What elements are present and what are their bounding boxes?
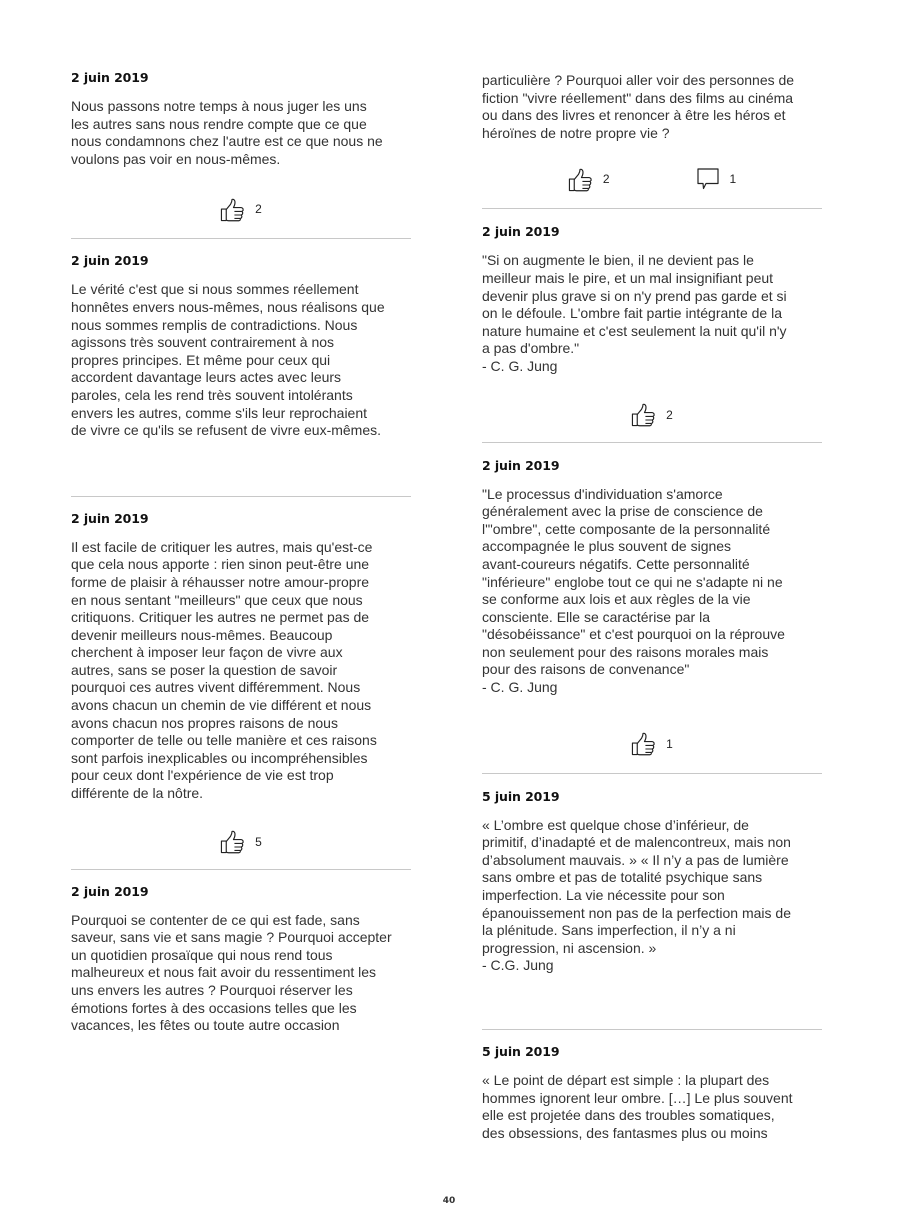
like-button[interactable]: [220, 197, 262, 222]
post-date: 2 juin 2019: [71, 883, 149, 899]
left-column: [71, 70, 411, 1035]
post-card: [482, 209, 822, 431]
post-text: particulière ? Pourquoi aller voir des personnes de fiction "vivre réellement" dans des films au cinéma ou dans des livres et renoncer à être les héros et héroïnes de notre propre vie ?: [482, 72, 795, 141]
post-text: Le vérité c'est que si nous sommes réellement honnêtes envers nous-mêmes, nous réalisons que nous sommes remplis de contradictions. Nous agissons très souvent contrairement à nos propres principes. Et même pour ceux qui accordent davantage leurs actes avec leurs paroles, cela les rend très souvent intolérants envers les autres, comme s'ils leur reprochaient de vivre ce qu'ils se refusent de vivre eux-mêmes.: [71, 281, 385, 439]
post-date: 5 juin 2019: [482, 788, 560, 804]
post-date: 5 juin 2019: [482, 1044, 560, 1059]
post-reactions: [71, 825, 411, 859]
post-reactions: [482, 162, 822, 196]
like-count: 1: [666, 736, 673, 751]
post-card: [482, 443, 822, 761]
post-card: [482, 774, 822, 975]
thumbs-up-icon: [631, 402, 656, 427]
thumbs-up-icon: [568, 167, 593, 192]
post-reactions: [482, 727, 822, 761]
post-text: Pourquoi se contenter de ce qui est fade, sans saveur, sans vie et sans magie ? Pourquoi accepter un quotidien prosaïque qui nous rend tous malheureux et nous fait avoir du ressentiment les uns envers les autres ? Pourquoi réserver les émotions fortes à des occasions telles que les vacances, les fêtes ou toute autre occasion: [71, 911, 392, 1034]
like-count: 2: [666, 407, 673, 422]
like-button[interactable]: [568, 167, 610, 192]
post-reactions: [482, 398, 822, 432]
post-date: 2 juin 2019: [71, 253, 149, 269]
speech-bubble-icon: [696, 167, 720, 191]
like-button[interactable]: [631, 402, 673, 427]
like-count: 2: [255, 202, 262, 217]
thumbs-up-icon: [220, 829, 245, 854]
like-button[interactable]: [631, 731, 673, 756]
post-text: « Le point de départ est simple : la plupart des hommes ignorent leur ombre. […] Le plus souvent elle est projetée dans des troubles somatiques, des obsessions, des fantasmes plus ou moins: [482, 1072, 793, 1141]
like-count: 2: [602, 172, 610, 187]
post-card: [71, 497, 411, 859]
post-date: 2 juin 2019: [71, 70, 149, 85]
thumbs-up-icon: [631, 731, 656, 756]
post-date: 2 juin 2019: [482, 224, 560, 240]
post-text: Il est facile de critiquer les autres, mais qu'est-ce que cela nous apporte : rien sinon peut-être une forme de plaisir à réhausser notre amour-propre en nous sentant "meilleurs" que ceux que nous critiquons. Critiquer les autres ne permet pas de devenir meilleurs nous-mêmes. Beaucoup cherchent à imposer leur façon de vivre aux autres, sans se poser la question de savoir pourquoi ces autres vivent différemment. Nous avons chacun un chemin de vie différent et nous avons chacun nos propres raisons de nous comporter de telle ou telle manière et ces raisons sont parfois inexplicables ou incompréhensibles pour ceux dont l'expérience de vie est trop différente de la nôtre.: [71, 538, 377, 802]
post-card: [71, 239, 411, 439]
post-date: 2 juin 2019: [482, 457, 560, 473]
post-reactions: [71, 192, 411, 226]
post-card: [482, 1030, 822, 1142]
like-count: 5: [255, 834, 262, 849]
post-text: "Le processus d'individuation s'amorce généralement avec la prise de conscience de l'"ombre", cette composante de la personnalité accompagnée le plus souvent de signes avant-coureurs négatifs. Cette personnalité "inférieure" englobe tout ce qui ne s'adapte ni ne se conforme aux lois et aux règles de la vie consciente. Elle se caractérise par la "désobéissance" et c'est pourquoi on la réprouve non seulement pour des raisons morales mais pour des raisons de convenance" - C. G. Jung: [482, 485, 785, 696]
page-number: 40: [442, 1196, 456, 1206]
post-text: « L’ombre est quelque chose d’inférieur, de primitif, d’inadapté et de malencontreux, mais non d’absolument mauvais. » « Il n’y a pas de lumière sans ombre et pas de totalité psychique sans imperfection. La vie nécessite pour son épanouissement non pas de la perfection mais de la plénitude. Sans imperfection, il n’y a ni progression, ni ascension. » - C.G. Jung: [482, 816, 791, 974]
like-button[interactable]: [220, 829, 262, 854]
post-card: [71, 870, 411, 1035]
comment-button[interactable]: [696, 167, 737, 191]
post-text: Nous passons notre temps à nous juger les uns les autres sans nous rendre compte que ce que nous condamnons chez l'autre est ce que nous ne voulons pas voir en nous-mêmes.: [71, 98, 383, 167]
post-card: [482, 72, 822, 196]
comment-count: 1: [729, 172, 737, 187]
post-date: 2 juin 2019: [71, 510, 149, 526]
post-text: "Si on augmente le bien, il ne devient pas le meilleur mais le pire, et un mal insignifiant peut devenir plus grave si on n'y prend pas garde et si on le défoule. L'ombre fait partie intégrante de la nature humaine et c'est seulement la nuit qu'il n'y a pas d'ombre." - C. G. Jung: [482, 252, 787, 374]
thumbs-up-icon: [220, 197, 245, 222]
post-card: [71, 70, 411, 226]
right-column: [482, 72, 822, 1142]
